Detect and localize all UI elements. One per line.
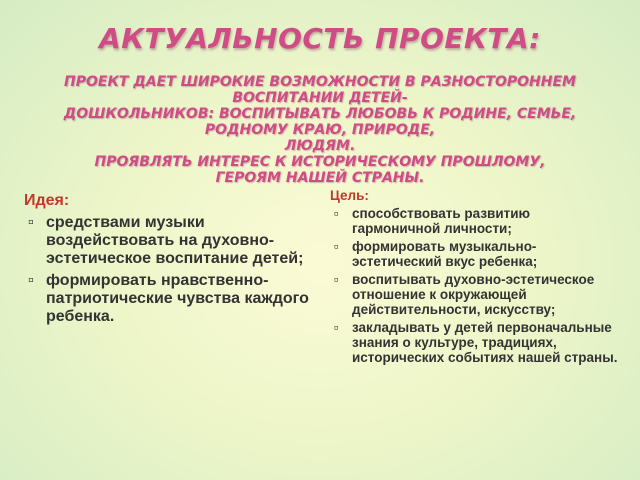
list-item bbox=[330, 272, 620, 317]
idea-list bbox=[24, 214, 316, 326]
bullet-icon: ▫ bbox=[334, 239, 339, 254]
slide-subtitle bbox=[20, 74, 620, 186]
bullet-icon: ▫ bbox=[334, 206, 339, 221]
subtitle-line: ПРОЕКТ ДАЕТ ШИРОКИЕ ВОЗМОЖНОСТИ В РАЗНОСТОРОННЕМ ВОСПИТАНИИ ДЕТЕЙ- bbox=[64, 74, 576, 106]
list-item bbox=[24, 214, 316, 268]
idea-column bbox=[24, 192, 316, 330]
idea-heading: Идея: bbox=[24, 192, 70, 209]
slide-title: АКТУАЛЬНОСТЬ ПРОЕКТА: bbox=[99, 22, 541, 55]
list-item-text: средствами музыки воздействовать на духовно-эстетическое воспитание детей; bbox=[46, 214, 304, 267]
list-item-text: воспитывать духовно-эстетическое отношение к окружающей действительности, искусству; bbox=[352, 272, 595, 317]
list-item-text: закладывать у детей первоначальные знания о культуре, традициях, исторических событиях нашей страны. bbox=[352, 320, 618, 365]
list-item bbox=[330, 239, 620, 269]
bullet-icon: ▫ bbox=[28, 272, 34, 289]
subtitle-line: ЛЮДЯМ. bbox=[284, 138, 356, 154]
goal-column bbox=[330, 188, 620, 368]
bullet-icon: ▫ bbox=[28, 214, 34, 231]
subtitle-line: ПРОЯВЛЯТЬ ИНТЕРЕС К ИСТОРИЧЕСКОМУ ПРОШЛОМУ, bbox=[94, 154, 546, 170]
list-item-text: формировать нравственно-патриотические чувства каждого ребенка. bbox=[46, 272, 309, 325]
list-item bbox=[24, 272, 316, 326]
list-item bbox=[330, 206, 620, 236]
list-item bbox=[330, 320, 620, 365]
list-item-text: формировать музыкально-эстетический вкус ребенка; bbox=[352, 239, 538, 269]
bullet-icon: ▫ bbox=[334, 320, 339, 335]
subtitle-line: ДОШКОЛЬНИКОВ: ВОСПИТЫВАТЬ ЛЮБОВЬ К РОДИНЕ, СЕМЬЕ, РОДНОМУ КРАЮ, ПРИРОДЕ, bbox=[63, 106, 577, 138]
goal-list bbox=[330, 206, 620, 365]
goal-heading: Цель: bbox=[330, 188, 369, 203]
bullet-icon: ▫ bbox=[334, 272, 339, 287]
subtitle-line: ГЕРОЯМ НАШЕЙ СТРАНЫ. bbox=[215, 170, 425, 186]
list-item-text: способствовать развитию гармоничной личности; bbox=[352, 206, 531, 236]
